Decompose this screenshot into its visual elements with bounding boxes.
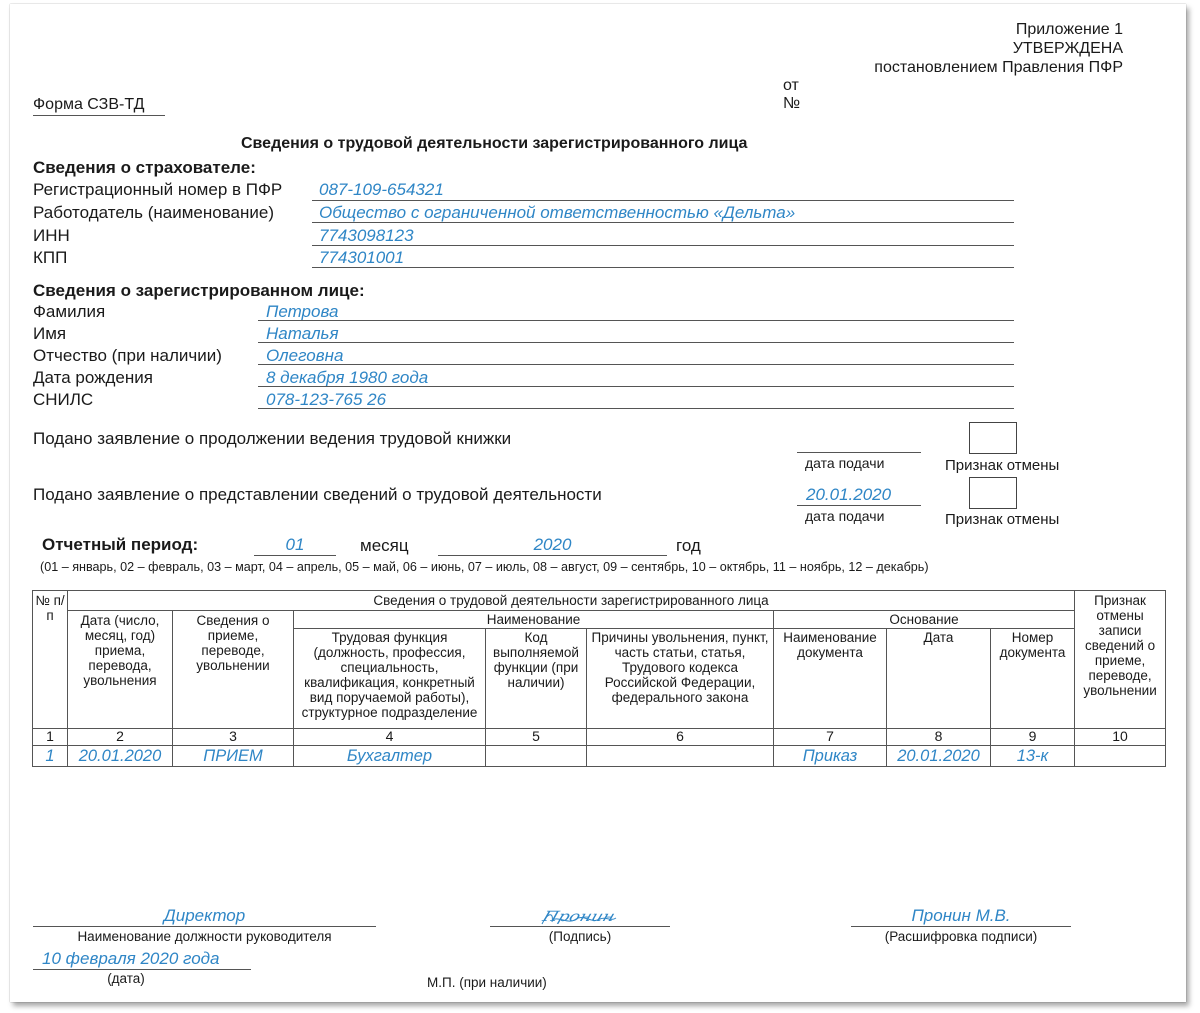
application-workbook-cancel-checkbox[interactable] xyxy=(969,422,1017,454)
cell-code[interactable] xyxy=(486,746,587,767)
column-number: 1 xyxy=(33,729,68,746)
person-name-label: Имя xyxy=(33,324,67,343)
signature-handwritten: Пронин xyxy=(540,909,617,925)
period-month-label: месяц xyxy=(360,536,409,555)
insurer-kpp-value[interactable]: 774301001 xyxy=(319,248,405,267)
column-number: 7 xyxy=(774,729,887,746)
column-number: 3 xyxy=(173,729,294,746)
header-appendix: Приложение 1 xyxy=(1015,21,1123,38)
person-section-title: Сведения о зарегистрированном лице: xyxy=(33,281,365,300)
insurer-reg-number-value[interactable]: 087-109-654321 xyxy=(319,180,444,199)
column-number: 6 xyxy=(587,729,774,746)
stamp-label: М.П. (при наличии) xyxy=(427,975,547,990)
cell-info[interactable]: ПРИЕМ xyxy=(173,746,294,767)
cell-doc-number[interactable]: 13-к xyxy=(991,746,1075,767)
header-reasons: Причины увольнения, пункт, часть статьи, статья, Трудового кодекса Российской Федерации, федерального закона xyxy=(587,629,774,729)
period-label: Отчетный период: xyxy=(42,535,199,554)
cell-date[interactable]: 20.01.2020 xyxy=(68,746,173,767)
cell-num[interactable]: 1 xyxy=(33,746,68,767)
person-birthdate-label: Дата рождения xyxy=(33,368,153,387)
header-cancel: Признак отмены записи сведений о приеме, переводе, увольнении xyxy=(1075,591,1166,729)
header-num: № п/п xyxy=(33,591,68,729)
signature-decode-value[interactable]: Пронин М.В. xyxy=(911,906,1011,925)
person-snils-value[interactable]: 078-123-765 26 xyxy=(266,390,387,409)
application-info-cancel-checkbox[interactable] xyxy=(969,477,1017,509)
table-row xyxy=(33,746,1166,767)
header-code: Код выполняемой функции (при наличии) xyxy=(486,629,587,729)
application-info-date[interactable]: 20.01.2020 xyxy=(806,485,892,504)
insurer-reg-number-label: Регистрационный номер в ПФР xyxy=(33,180,283,199)
person-surname-label: Фамилия xyxy=(33,302,106,321)
cell-function[interactable]: Бухгалтер xyxy=(294,746,486,767)
person-name-value[interactable]: Наталья xyxy=(266,324,339,343)
header-date: Дата (число, месяц, год) приема, перевода, увольнения xyxy=(68,611,173,729)
insurer-kpp-label: КПП xyxy=(33,248,68,267)
header-doc-number: Номер документа xyxy=(991,629,1075,729)
column-number: 5 xyxy=(486,729,587,746)
signature-decode-label: (Расшифровка подписи) xyxy=(884,929,1038,944)
header-approved: УТВЕРЖДЕНА xyxy=(1012,40,1123,57)
signature-label: (Подпись) xyxy=(548,929,612,944)
header-from-label: от xyxy=(783,77,799,94)
header-doc-date: Дата xyxy=(887,629,991,729)
application-workbook-text: Подано заявление о продолжении ведения трудовой книжки xyxy=(33,429,512,448)
column-number: 8 xyxy=(887,729,991,746)
insurer-employer-value[interactable]: Общество с ограниченной ответственностью «Дельта» xyxy=(319,203,796,222)
column-number: 9 xyxy=(991,729,1075,746)
header-info: Сведения о приеме, переводе, увольнении xyxy=(173,611,294,729)
activity-table xyxy=(32,590,1166,767)
header-resolution: постановлением Правления ПФР xyxy=(874,59,1123,76)
header-function: Трудовая функция (должность, профессия, специальность, квалификация, конкретный вид поручаемой работы), структурное подразделение xyxy=(294,629,486,729)
period-month-value[interactable]: 01 xyxy=(285,535,305,554)
person-birthdate-value[interactable]: 8 декабря 1980 года xyxy=(266,368,429,387)
insurer-inn-label: ИНН xyxy=(33,226,70,245)
application-workbook-date-label: дата подачи xyxy=(805,455,885,471)
signature-position-value[interactable]: Директор xyxy=(163,906,246,925)
header-basis-group: Основание xyxy=(774,611,1075,629)
column-number: 10 xyxy=(1075,729,1166,746)
cell-doc-date[interactable]: 20.01.2020 xyxy=(887,746,991,767)
header-activity-group: Сведения о трудовой деятельности зарегистрированного лица xyxy=(68,591,1075,611)
application-workbook-cancel-label: Признак отмены xyxy=(945,457,1060,474)
period-year-value[interactable]: 2020 xyxy=(533,535,572,554)
cell-reasons[interactable] xyxy=(587,746,774,767)
cell-doc-name[interactable]: Приказ xyxy=(774,746,887,767)
insurer-section-title: Сведения о страхователе: xyxy=(33,158,256,177)
column-number: 4 xyxy=(294,729,486,746)
period-legend: (01 – январь, 02 – февраль, 03 – март, 04 – апрель, 05 – май, 06 – июнь, 07 – июль, 08 – август, 09 – сентябрь, 10 – октябрь, 11 – ноябрь, 12 – декабрь) xyxy=(40,560,929,574)
application-info-date-label: дата подачи xyxy=(805,508,885,524)
insurer-inn-value[interactable]: 7743098123 xyxy=(319,226,414,245)
header-number-label: № xyxy=(783,95,801,112)
page-title: Сведения о трудовой деятельности зарегистрированного лица xyxy=(241,135,748,152)
form-name: Форма СЗВ-ТД xyxy=(33,96,145,113)
signature-position-label: Наименование должности руководителя xyxy=(77,929,332,944)
header-naming-group: Наименование xyxy=(294,611,774,629)
header-doc-name: Наименование документа xyxy=(774,629,887,729)
person-snils-label: СНИЛС xyxy=(33,390,94,409)
signature-date-label: (дата) xyxy=(107,971,145,986)
signature-date-value[interactable]: 10 февраля 2020 года xyxy=(42,949,220,968)
period-year-label: год xyxy=(676,536,701,555)
person-surname-value[interactable]: Петрова xyxy=(266,302,339,321)
person-patronymic-value[interactable]: Олеговна xyxy=(266,346,344,365)
column-number: 2 xyxy=(68,729,173,746)
application-info-cancel-label: Признак отмены xyxy=(945,511,1060,528)
insurer-employer-label: Работодатель (наименование) xyxy=(33,203,274,222)
application-info-text: Подано заявление о представлении сведений о трудовой деятельности xyxy=(33,485,602,504)
cell-cancel[interactable] xyxy=(1075,746,1166,767)
person-patronymic-label: Отчество (при наличии) xyxy=(33,346,222,365)
